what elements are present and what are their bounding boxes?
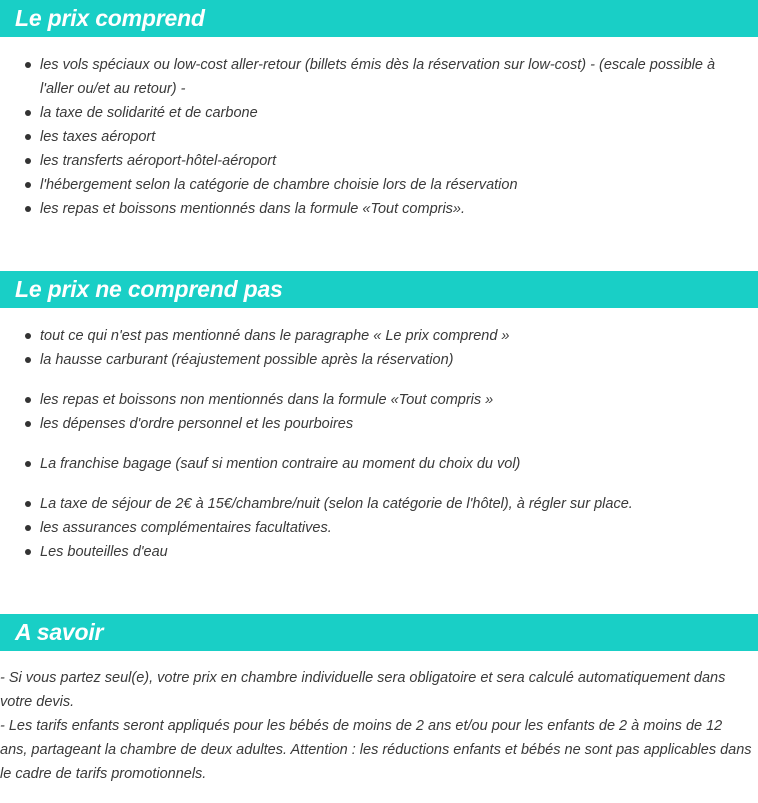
info-paragraph: - Les tarifs enfants seront appliqués pour les bébés de moins de 2 ans et/ou pour les enfants de 2 à moins de 12 ans, partageant la chambre de deux adultes. Attention : les réductions enfants et bébés ne sont pas applicables dans le cadre de tarifs promotionnels.: [0, 718, 752, 782]
section-header-included: [0, 0, 758, 37]
section-header-excluded: [0, 271, 758, 308]
info-paragraph: - Si vous partez seul(e), votre prix en chambre individuelle sera obligatoire et sera calculé automatiquement dans votre devis.: [0, 670, 726, 710]
included-list: [0, 53, 758, 221]
list-item: La franchise bagage (sauf si mention contraire au moment du choix du vol): [0, 452, 758, 476]
section-title-excluded: Le prix ne comprend pas: [15, 276, 283, 302]
section-title-info: A savoir: [15, 619, 104, 645]
list-item: les repas et boissons mentionnés dans la formule «Tout compris».: [0, 197, 758, 221]
section-title-included: Le prix comprend: [15, 5, 205, 31]
list-item: les taxes aéroport: [0, 125, 758, 149]
excluded-list: [0, 324, 758, 564]
list-item: les transferts aéroport-hôtel-aéroport: [0, 149, 758, 173]
list-item: l'hébergement selon la catégorie de chambre choisie lors de la réservation: [0, 173, 758, 197]
list-item: la taxe de solidarité et de carbone: [0, 101, 758, 125]
list-item: la hausse carburant (réajustement possible après la réservation): [0, 348, 758, 372]
list-item: tout ce qui n'est pas mentionné dans le paragraphe « Le prix comprend »: [0, 324, 758, 348]
list-item: Les bouteilles d'eau: [0, 540, 758, 564]
list-item: les repas et boissons non mentionnés dans la formule «Tout compris »: [0, 388, 758, 412]
info-text: [0, 666, 758, 786]
list-item: les vols spéciaux ou low-cost aller-retour (billets émis dès la réservation sur low-cost) - (escale possible à l'aller ou/et au retour) -: [0, 53, 758, 101]
list-item: les dépenses d'ordre personnel et les pourboires: [0, 412, 758, 436]
section-header-info: [0, 614, 758, 651]
list-item: La taxe de séjour de 2€ à 15€/chambre/nuit (selon la catégorie de l'hôtel), à régler sur place.: [0, 492, 758, 516]
list-item: les assurances complémentaires facultatives.: [0, 516, 758, 540]
